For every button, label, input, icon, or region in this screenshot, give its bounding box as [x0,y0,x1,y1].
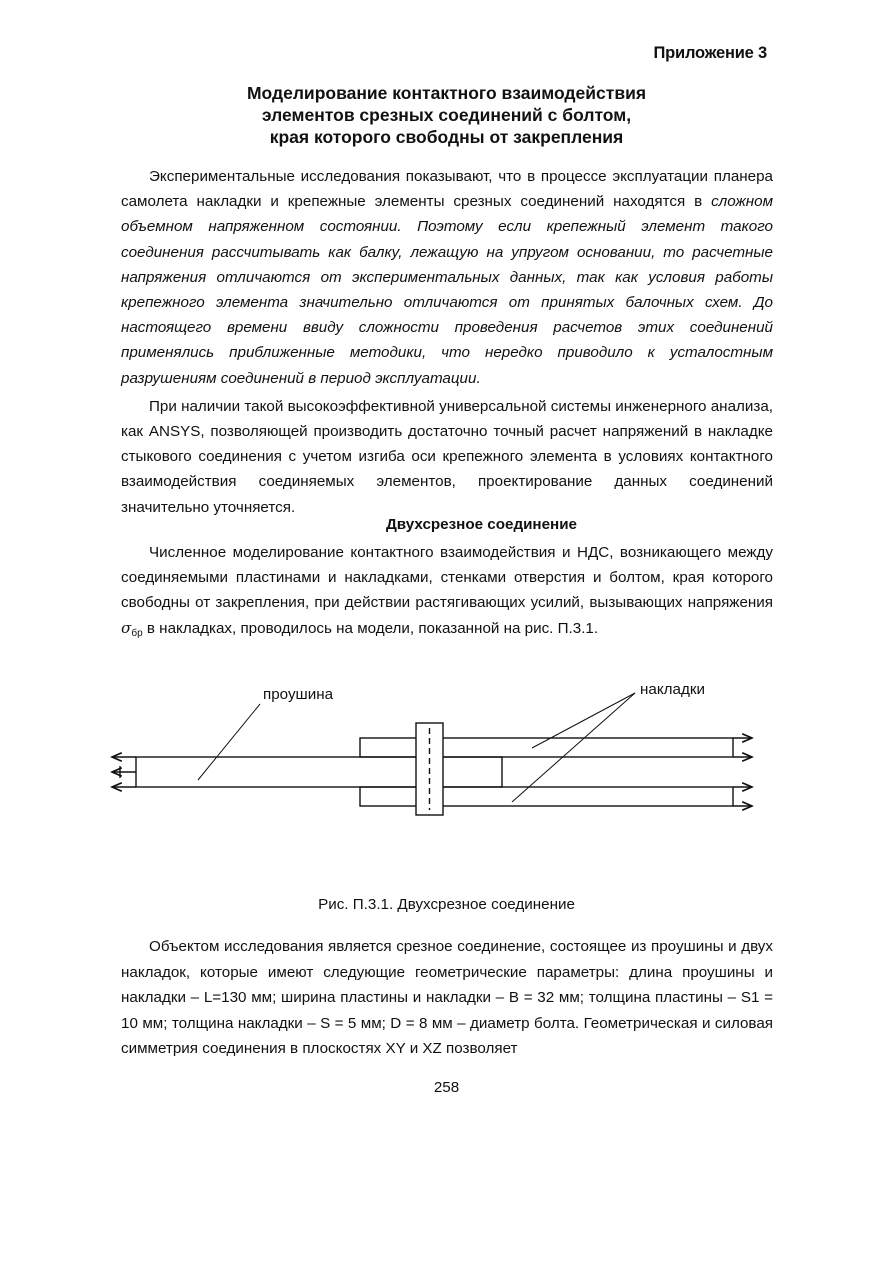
paragraph-3 [121,540,773,646]
figure-caption: Рис. П.3.1. Двухсрезное соединение [318,896,575,913]
sigma-subscript: бр [131,627,143,639]
paragraph-3-part-b: в накладках, проводилось на модели, показанной на рис. П.3.1. [142,619,599,637]
label-eye-plate: проушина [263,686,334,703]
paragraph-3-part-a: Численное моделирование контактного взаимодействия и НДС, возникающего между соединяемыми пластинами и накладками, стенками отверстия и болтом, края которого свободны от закрепления, при действии растягивающих усилий, вызывающих напряжения [121,544,773,612]
paragraph-4: Объектом исследования является срезное соединение, состоящее из проушины и двух накладок, которые имеют следующие геометрические параметры: длина проушины и накладки – L=130 мм; ширина пластины и накладки – B = 32 мм; толщина пластины – S1 = 10 мм; толщина накладки – S = 5 мм; D = 8 мм – диаметр болта. Геометрическая и силовая симметрия соединения в плоскостях XY и XZ позволяет [121,938,773,1057]
intro-text [121,164,773,520]
title-line-3: края которого свободны от закрепления [269,127,624,147]
title-line-2: элементов срезных соединений с болтом, [261,105,632,125]
paragraph-1-italic: сложном объемном напряженном состоянии. Поэтому если крепежный элемент такого соединения рассчитывать как балку, лежащую на упругом основании, то расчетные напряжения отличаются от экспериментальных данных, так как условия работы крепежного элемента значительно отличаются от принятых балочных схем. До настоящего времени ввиду сложности проведения расчетов этих соединений применялись приближенные методики, что нередко приводило к усталостным разрушениям соединений в период эксплуатации. [121,193,773,387]
title-line-1: Моделирование контактного взаимодействия [246,83,647,103]
section-heading: Двухсрезное соединение [385,516,578,533]
label-pads: накладки [640,681,705,698]
paragraph-2: При наличии такой высокоэффективной универсальной системы инженерного анализа, как ANSYS, позволяющей производить достаточно точный расчет напряжений в накладке стыкового соединения с учетом изгиба оси крепежного элемента в условиях контактного взаимодействия соединяемых элементов, проектирование данных соединений значительно уточняется. [121,397,773,516]
page-number: 258 [433,1079,460,1096]
joint-drawing [100,676,780,836]
appendix-header: Приложение 3 [653,44,767,62]
sigma-symbol: σ [121,618,132,637]
figure-double-shear-joint [100,676,780,836]
leader-pad-bottom [512,693,635,802]
leader-eye [198,704,260,780]
leader-pad-top [532,693,635,748]
paragraph-1-plain: Экспериментальные исследования показывают, что в процессе эксплуатации планера самолета накладки и крепежные элементы срезных соединений находятся в [121,168,773,211]
section-text [121,540,773,646]
paragraph-1 [121,164,773,391]
eye-plate [136,757,502,787]
document-title [0,82,893,148]
object-description [121,934,773,1062]
